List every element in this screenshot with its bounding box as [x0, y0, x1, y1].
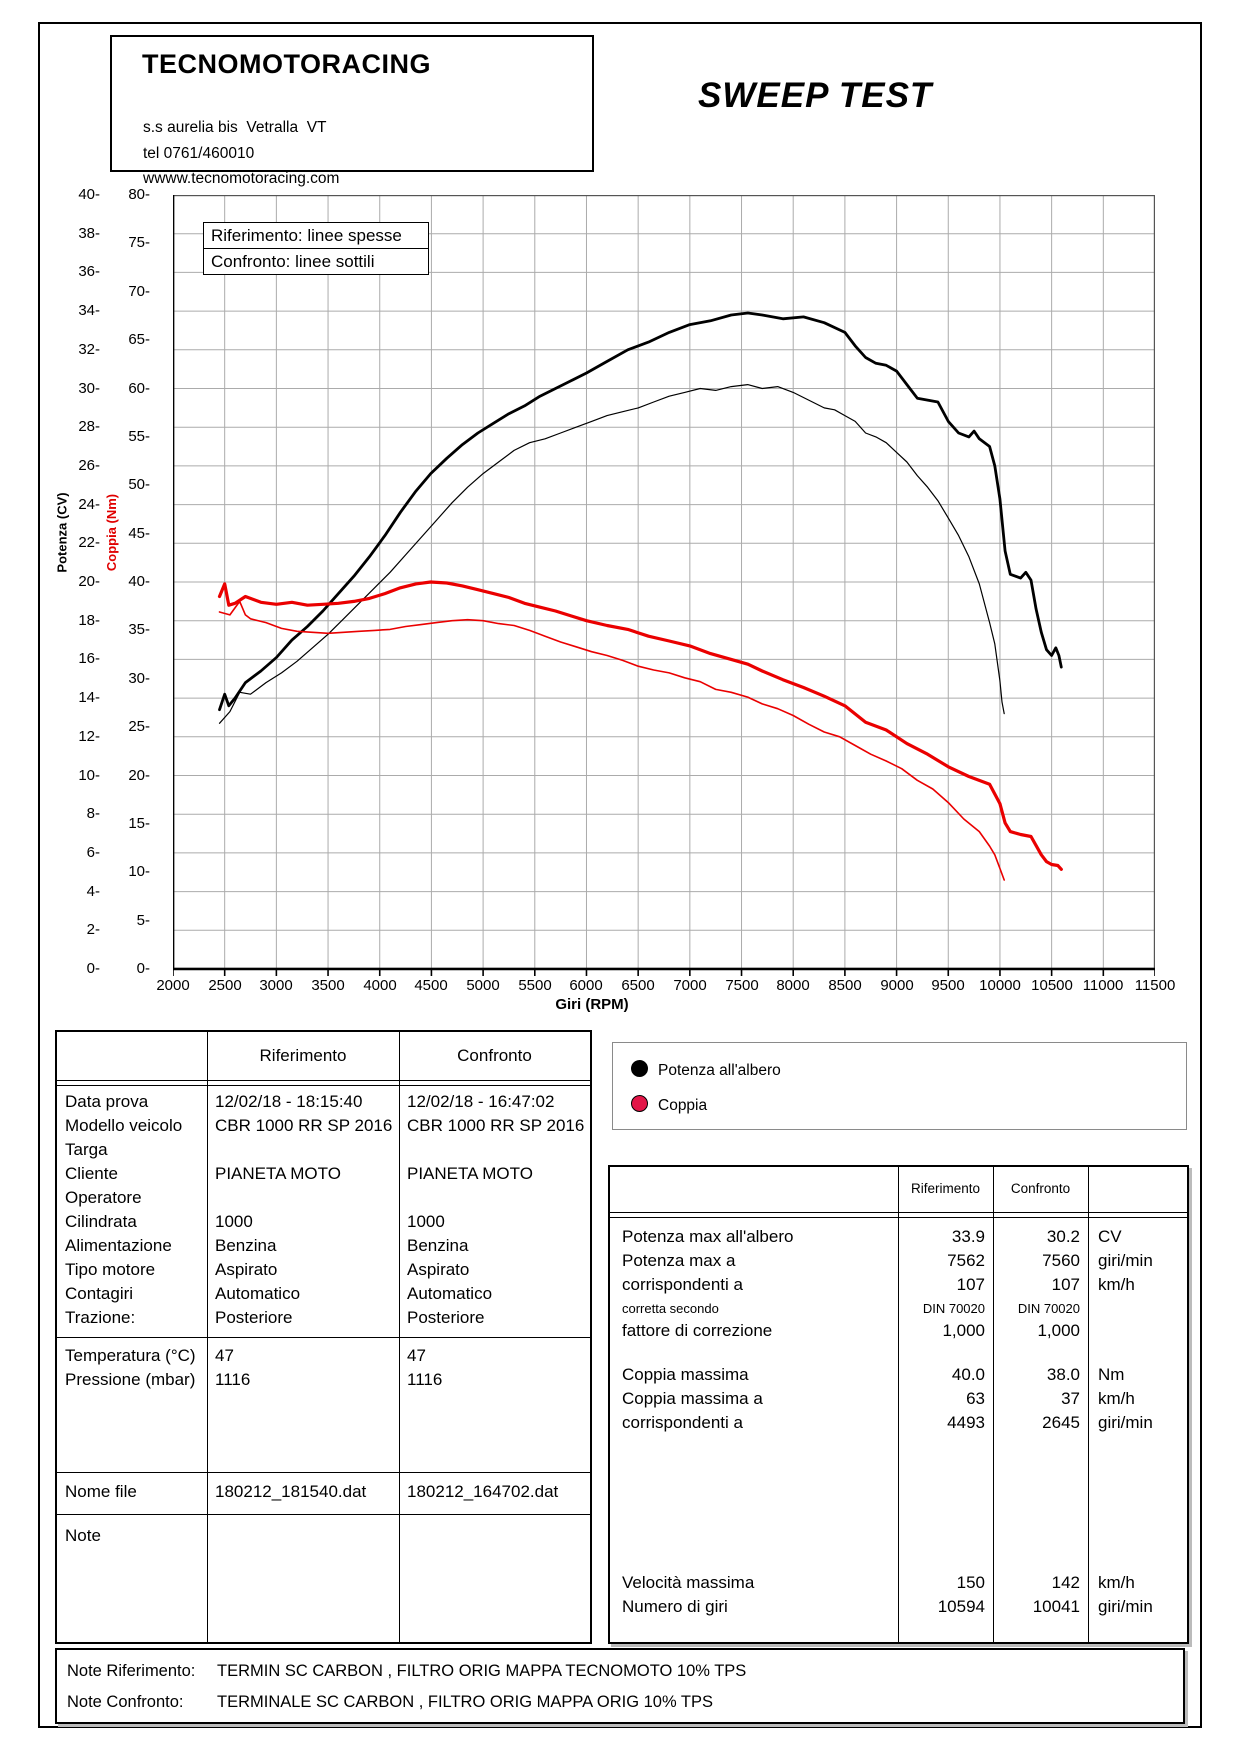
- table-cell: Cilindrata: [65, 1212, 137, 1231]
- stats-cell: CV: [1098, 1227, 1122, 1246]
- table-cell: Targa: [65, 1140, 108, 1159]
- header-double-line: [610, 1212, 1187, 1218]
- y-right-tick-label: 0-: [136, 960, 150, 977]
- x-tick-label: 9000: [880, 977, 914, 994]
- stats-cell: Coppia massima a: [622, 1389, 763, 1408]
- x-tick-label: 11000: [1082, 977, 1124, 994]
- y-right-tick-label: 20-: [128, 767, 150, 784]
- legend-item-coppia: [631, 1095, 707, 1115]
- table-cell: 12/02/18 - 18:15:40: [215, 1092, 363, 1111]
- table-cell: CBR 1000 RR SP 2016: [215, 1116, 393, 1135]
- y-left-tick-label: 36-: [78, 263, 100, 280]
- note-riferimento-value: TERMIN SC CARBON , FILTRO ORIG MAPPA TECNOMOTO 10% TPS: [217, 1662, 747, 1680]
- legend-potenza-label: Potenza all'albero: [658, 1062, 781, 1079]
- x-tick-label: 6000: [569, 977, 603, 994]
- stats-cell: corrispondenti a: [622, 1413, 743, 1432]
- y-right-tick-label: 80-: [128, 186, 150, 203]
- y-right-tick-label: 30-: [128, 670, 150, 687]
- y-left-tick-label: 14-: [78, 689, 100, 706]
- x-tick-label: 2500: [208, 977, 242, 994]
- table-row: [57, 1114, 590, 1138]
- table-cell: Operatore: [65, 1188, 142, 1207]
- x-tick-label: 5500: [518, 977, 552, 994]
- stats-cell: 63: [966, 1389, 985, 1408]
- stats-cell: 10041: [1032, 1597, 1080, 1616]
- stats-cell: Coppia massima: [622, 1365, 749, 1384]
- note-confronto-row: [57, 1690, 1183, 1714]
- table-cell: Temperatura (°C): [65, 1346, 196, 1365]
- stats-row: [610, 1249, 1187, 1273]
- table-cell: Modello veicolo: [65, 1116, 183, 1135]
- note-label: Note: [65, 1526, 101, 1545]
- x-tick-label: 10500: [1031, 977, 1073, 994]
- company-address: s.s aurelia bis Vetralla VT: [143, 119, 327, 136]
- section-line: [57, 1337, 590, 1338]
- x-tick-label: 10000: [979, 977, 1021, 994]
- header-double-line: [57, 1080, 590, 1086]
- note-riferimento-row: [57, 1659, 1183, 1683]
- y-right-tick-label: 5-: [136, 912, 150, 929]
- stats-cell: fattore di correzione: [622, 1321, 773, 1340]
- curve-potenza-confronto: [220, 385, 1005, 724]
- y-left-tick-label: 12-: [78, 728, 100, 745]
- stats-cell: corretta secondo: [622, 1301, 719, 1316]
- table-row: [57, 1090, 590, 1114]
- y-left-axis-title: Potenza (CV): [54, 492, 70, 573]
- table-cell: Posteriore: [407, 1308, 485, 1327]
- note-row: [57, 1524, 590, 1548]
- info-header-riferimento: Riferimento: [259, 1046, 347, 1065]
- table-row: [57, 1282, 590, 1306]
- x-tick-label: 7500: [725, 977, 759, 994]
- x-tick-label: 2000: [156, 977, 190, 994]
- stats-cell: km/h: [1098, 1389, 1135, 1408]
- table-cell: Benzina: [407, 1236, 469, 1255]
- x-tick-label: 4000: [363, 977, 397, 994]
- table-row: [57, 1480, 590, 1504]
- table-cell: PIANETA MOTO: [407, 1164, 533, 1183]
- y-left-tick-label: 8-: [86, 805, 100, 822]
- chart-legend-box: [203, 222, 429, 275]
- y-left-tick-label: 30-: [78, 380, 100, 397]
- table-row: [57, 1162, 590, 1186]
- section-line: [57, 1514, 590, 1515]
- stats-cell: 7560: [1042, 1251, 1080, 1270]
- y-left-tick-label: 4-: [86, 883, 100, 900]
- x-tick-label: 9500: [931, 977, 965, 994]
- table-row: [57, 1234, 590, 1258]
- stats-cell: 107: [956, 1275, 985, 1294]
- y-right-tick-label: 55-: [128, 428, 150, 445]
- x-tick-label: 3500: [311, 977, 345, 994]
- y-left-tick-label: 18-: [78, 612, 100, 629]
- stats-cell: Velocità massima: [622, 1573, 755, 1592]
- table-cell: 1116: [215, 1370, 251, 1389]
- stats-cell: Numero di giri: [622, 1597, 728, 1616]
- table-cell: Contagiri: [65, 1284, 134, 1303]
- x-tick-label: 4500: [414, 977, 448, 994]
- company-phone: tel 0761/460010: [143, 145, 255, 162]
- table-cell: 180212_164702.dat: [407, 1482, 559, 1501]
- stats-header-confronto: Confronto: [1010, 1181, 1071, 1196]
- stats-cell: 2645: [1042, 1413, 1080, 1432]
- stats-cell: Nm: [1098, 1365, 1125, 1384]
- dyno-chart: [173, 195, 1155, 979]
- y-left-tick-label: 34-: [78, 302, 100, 319]
- y-left-tick-label: 6-: [86, 844, 100, 861]
- y-left-tick-label: 26-: [78, 457, 100, 474]
- table-cell: 1000: [407, 1212, 445, 1231]
- y-left-tick-label: 0-: [86, 960, 100, 977]
- stats-header-riferimento: Riferimento: [910, 1181, 981, 1196]
- table-row: [57, 1368, 590, 1392]
- table-cell: 47: [215, 1346, 234, 1365]
- bottom-notes-box: [55, 1648, 1185, 1724]
- x-tick-label: 3000: [259, 977, 293, 994]
- stats-row: [610, 1411, 1187, 1435]
- chart-legend-confronto: Confronto: linee sottili: [204, 248, 428, 274]
- stats-cell: 7562: [947, 1251, 985, 1270]
- stats-cell: km/h: [1098, 1275, 1135, 1294]
- y-left-tick-label: 16-: [78, 650, 100, 667]
- y-left-tick-label: 10-: [78, 767, 100, 784]
- table-row: [57, 1258, 590, 1282]
- stats-row: [610, 1225, 1187, 1249]
- y-right-tick-label: 45-: [128, 525, 150, 542]
- stats-cell: giri/min: [1098, 1597, 1153, 1616]
- stats-table: [608, 1165, 1189, 1644]
- table-row: [57, 1344, 590, 1368]
- table-cell: Nome file: [65, 1482, 137, 1501]
- table-row: [57, 1210, 590, 1234]
- stats-row: [610, 1571, 1187, 1595]
- stats-cell: 37: [1061, 1389, 1080, 1408]
- y-left-tick-label: 40-: [78, 186, 100, 203]
- stats-cell: 30.2: [1046, 1227, 1080, 1246]
- x-tick-label: 11500: [1134, 977, 1176, 994]
- stats-row: [610, 1363, 1187, 1387]
- table-cell: Tipo motore: [65, 1260, 156, 1279]
- info-header-confronto: Confronto: [457, 1046, 532, 1065]
- stats-cell: 1,000: [1037, 1321, 1080, 1340]
- y-right-tick-label: 50-: [128, 476, 150, 493]
- table-row: [57, 1306, 590, 1330]
- y-left-tick-label: 2-: [86, 921, 100, 938]
- table-cell: 47: [407, 1346, 426, 1365]
- company-header-box: [110, 35, 594, 187]
- table-cell: Automatico: [215, 1284, 301, 1303]
- table-row: [57, 1138, 590, 1162]
- table-cell: 180212_181540.dat: [215, 1482, 367, 1501]
- table-cell: Posteriore: [215, 1308, 293, 1327]
- legend-coppia-label: Coppia: [658, 1097, 708, 1114]
- x-tick-label: 8500: [828, 977, 862, 994]
- legend-item-potenza: [631, 1060, 781, 1080]
- y-left-tick-label: 22-: [78, 534, 100, 551]
- section-line: [57, 1472, 590, 1473]
- table-cell: Cliente: [65, 1164, 118, 1183]
- note-confronto-value: TERMINALE SC CARBON , FILTRO ORIG MAPPA ORIG 10% TPS: [217, 1693, 714, 1711]
- note-riferimento-label: Note Riferimento:: [67, 1662, 196, 1680]
- y-right-axis-title: Coppia (Nm): [104, 493, 120, 572]
- table-cell: 1000: [215, 1212, 253, 1231]
- y-right-tick-label: 10-: [128, 863, 150, 880]
- company-website: wwww.tecnomotoracing.com: [143, 170, 340, 187]
- curve-potenza-riferimento: [220, 313, 1062, 710]
- table-cell: Aspirato: [407, 1260, 470, 1279]
- coppia-dot-icon: [631, 1095, 648, 1112]
- stats-cell: DIN 70020: [922, 1301, 985, 1316]
- table-cell: Pressione (mbar): [65, 1370, 196, 1389]
- stats-row: [610, 1273, 1187, 1297]
- stats-cell: 10594: [937, 1597, 985, 1616]
- y-right-tick-label: 40-: [128, 573, 150, 590]
- x-tick-label: 6500: [621, 977, 655, 994]
- stats-cell: 38.0: [1046, 1365, 1080, 1384]
- x-axis-title: Giri (RPM): [555, 996, 629, 1013]
- y-left-tick-label: 20-: [78, 573, 100, 590]
- y-right-tick-label: 75-: [128, 234, 150, 251]
- table-row: [57, 1186, 590, 1210]
- table-cell: 1116: [407, 1370, 443, 1389]
- table-cell: CBR 1000 RR SP 2016: [407, 1116, 585, 1135]
- stats-cell: 142: [1051, 1573, 1080, 1592]
- y-right-tick-label: 15-: [128, 815, 150, 832]
- table-cell: Data prova: [65, 1092, 149, 1111]
- stats-cell: corrispondenti a: [622, 1275, 743, 1294]
- table-cell: Trazione:: [65, 1308, 136, 1327]
- y-right-tick-label: 35-: [128, 621, 150, 638]
- company-name: TECNOMOTORACING: [142, 49, 431, 79]
- y-left-tick-label: 32-: [78, 341, 100, 358]
- stats-cell: 107: [1051, 1275, 1080, 1294]
- stats-row: [610, 1297, 1187, 1321]
- y-left-tick-label: 24-: [78, 496, 100, 513]
- y-right-tick-label: 25-: [128, 718, 150, 735]
- table-cell: PIANETA MOTO: [215, 1164, 341, 1183]
- stats-cell: Potenza max a: [622, 1251, 736, 1270]
- stats-cell: 33.9: [951, 1227, 985, 1246]
- x-tick-label: 8000: [776, 977, 810, 994]
- y-right-tick-label: 70-: [128, 283, 150, 300]
- table-cell: Benzina: [215, 1236, 277, 1255]
- stats-cell: 40.0: [951, 1365, 985, 1384]
- x-tick-label: 7000: [673, 977, 707, 994]
- x-tick-label: 5000: [466, 977, 500, 994]
- y-right-tick-label: 65-: [128, 331, 150, 348]
- info-table: [55, 1030, 592, 1644]
- table-cell: Aspirato: [215, 1260, 278, 1279]
- stats-row: [610, 1595, 1187, 1619]
- stats-cell: km/h: [1098, 1573, 1135, 1592]
- curve-coppia-riferimento: [220, 582, 1062, 869]
- report-title: SWEEP TEST: [698, 76, 933, 115]
- y-right-tick-label: 60-: [128, 380, 150, 397]
- stats-row: [610, 1387, 1187, 1411]
- table-cell: 12/02/18 - 16:47:02: [407, 1092, 555, 1111]
- stats-cell: DIN 70020: [1017, 1301, 1080, 1316]
- y-left-tick-label: 28-: [78, 418, 100, 435]
- y-left-tick-label: 38-: [78, 225, 100, 242]
- table-cell: Automatico: [407, 1284, 493, 1303]
- stats-cell: 4493: [947, 1413, 985, 1432]
- stats-cell: 150: [956, 1573, 985, 1592]
- stats-cell: giri/min: [1098, 1413, 1153, 1432]
- note-confronto-label: Note Confronto:: [67, 1693, 184, 1711]
- potenza-dot-icon: [631, 1060, 648, 1077]
- table-cell: Alimentazione: [65, 1236, 172, 1255]
- curve-coppia-confronto: [220, 601, 1005, 880]
- chart-legend-riferimento: Riferimento: linee spesse: [211, 226, 402, 245]
- stats-row: [610, 1319, 1187, 1343]
- stats-cell: giri/min: [1098, 1251, 1153, 1270]
- stats-cell: 1,000: [942, 1321, 985, 1340]
- series-legend-box: [612, 1042, 1187, 1130]
- stats-cell: Potenza max all'albero: [622, 1227, 794, 1246]
